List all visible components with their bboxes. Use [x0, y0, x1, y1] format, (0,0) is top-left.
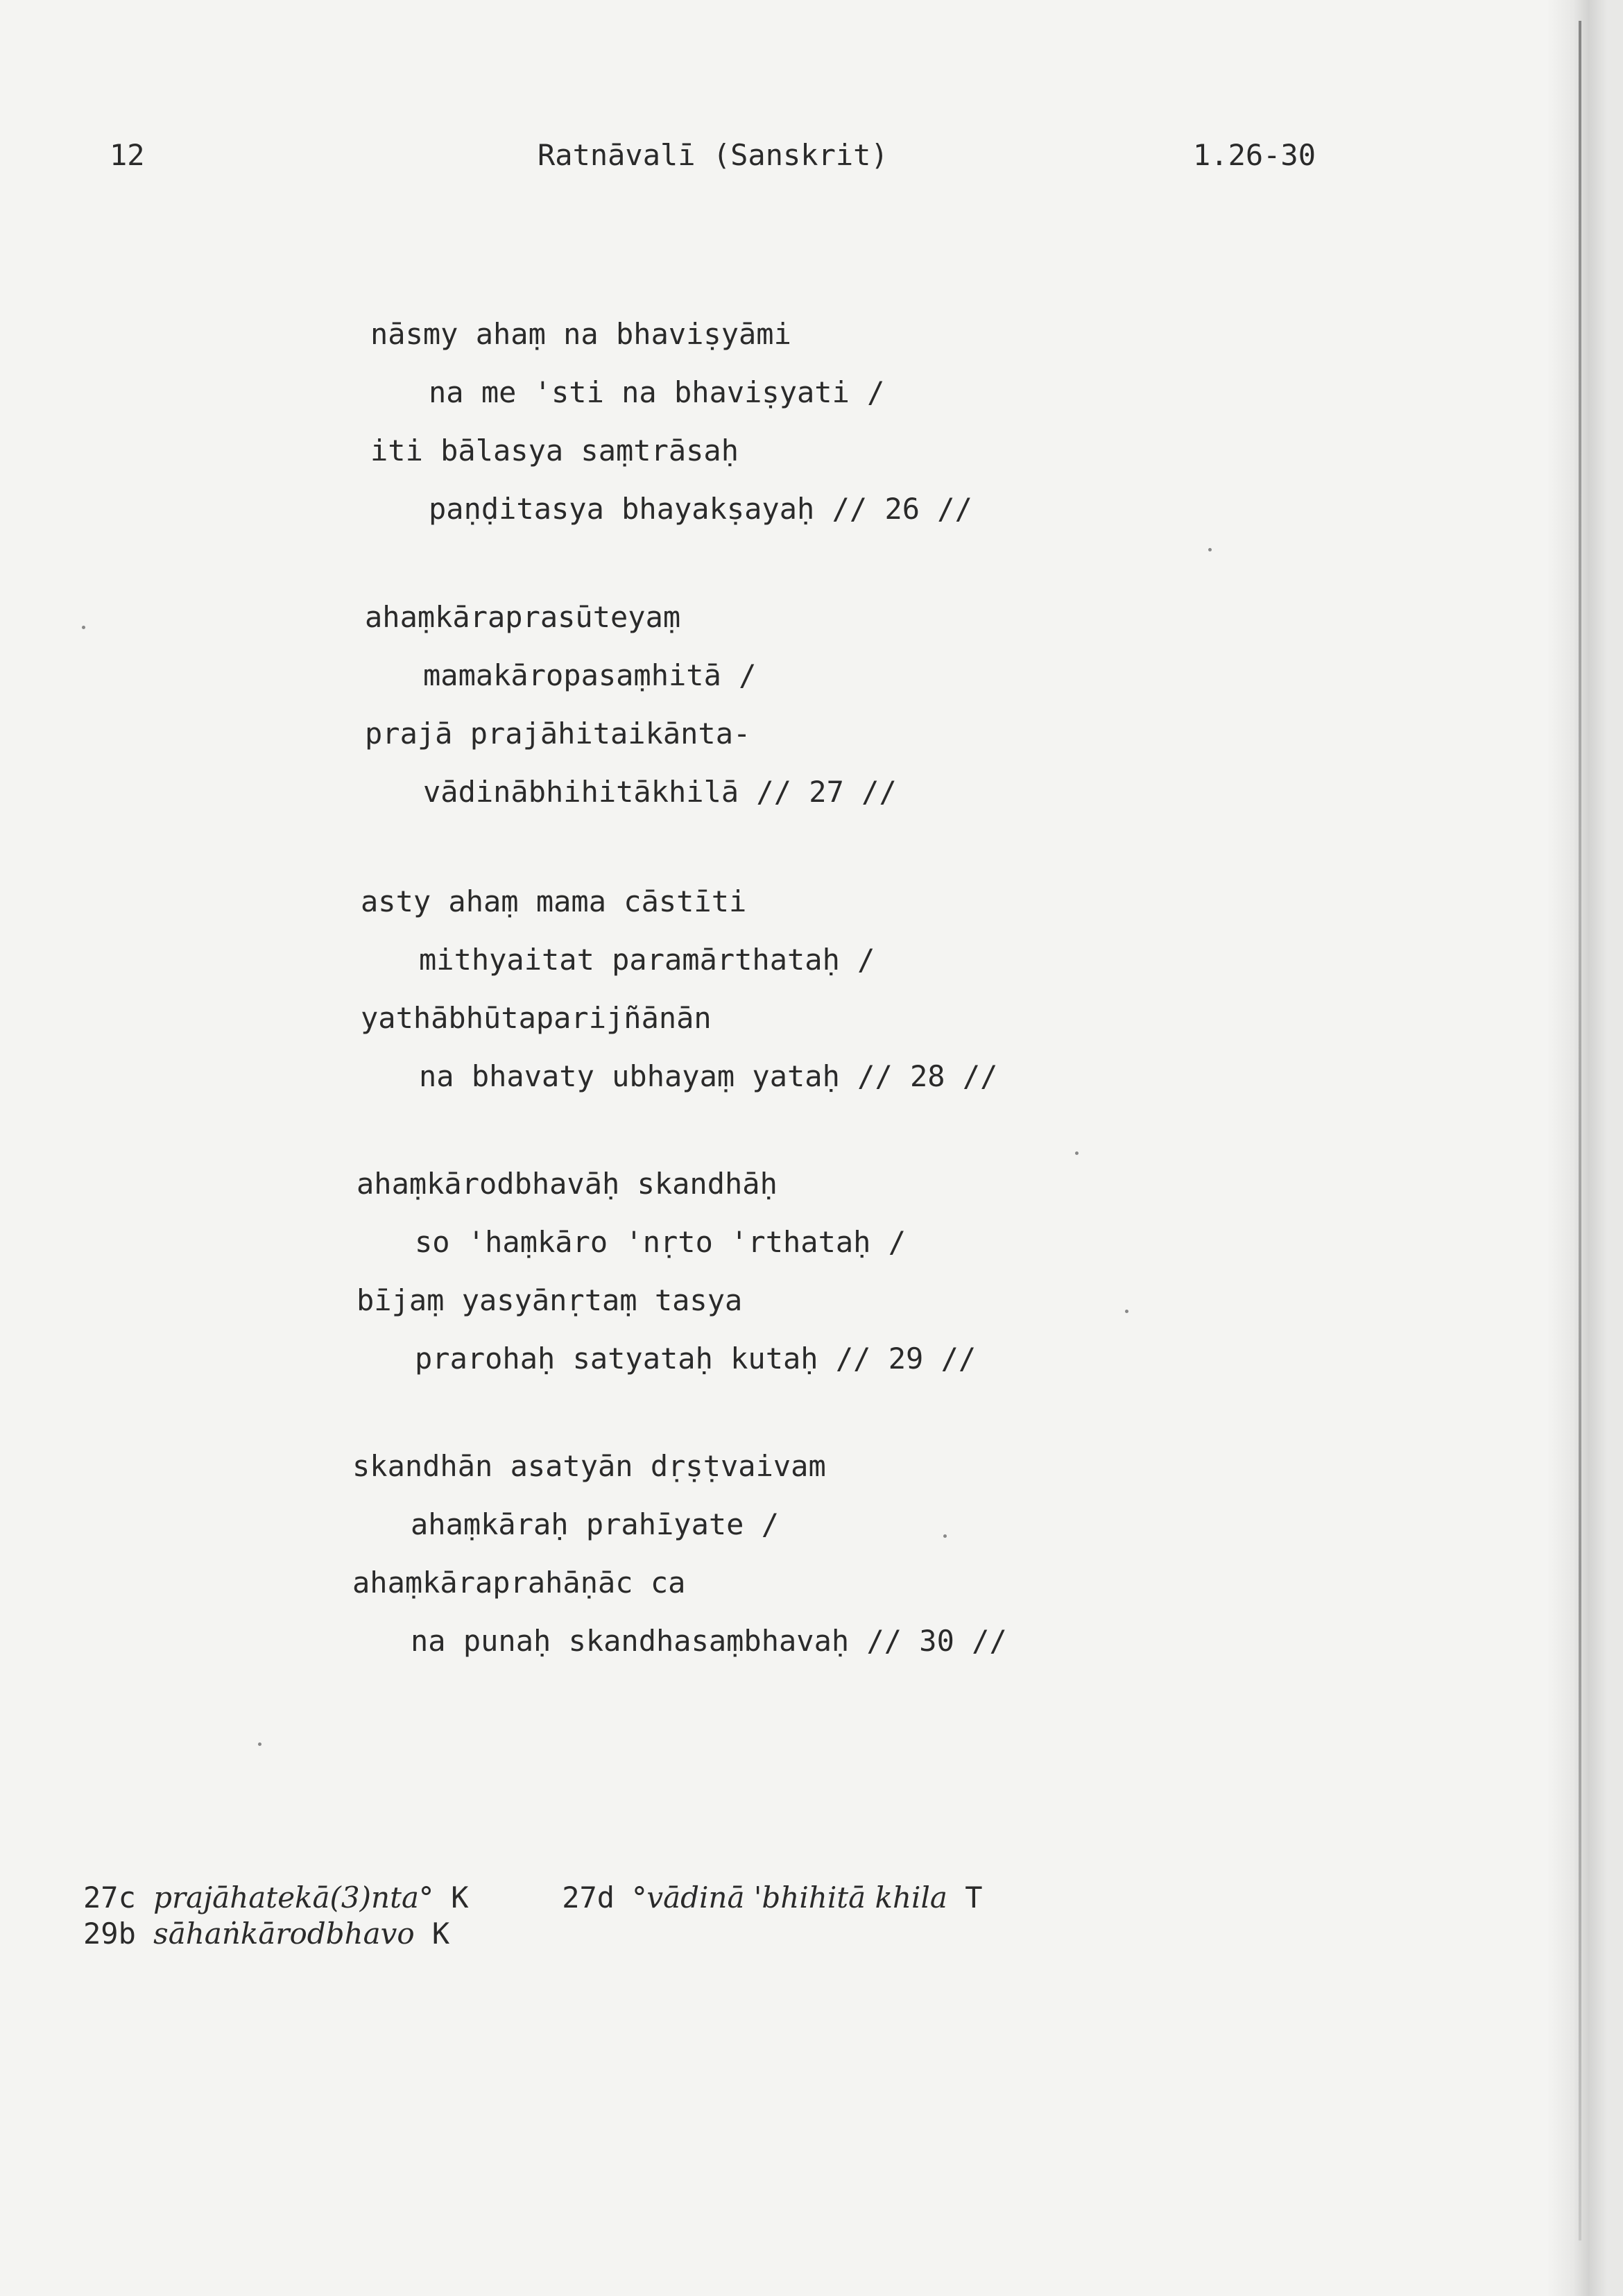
verse-line-c: ahaṃkāraprahāṇāc ca: [352, 1566, 686, 1600]
running-title: Ratnāvalī (Sanskrit): [538, 138, 888, 172]
footnote-line: [83, 1916, 449, 1952]
verse-line-d: na punaḥ skandhasaṃbhavaḥ // 30 //: [411, 1624, 1007, 1658]
verse-line-c: iti bālasya saṃtrāsaḥ: [370, 434, 739, 468]
footnote-reading: sāhaṅkārodbhavo: [153, 1917, 415, 1951]
verse-29: [357, 1155, 976, 1388]
scan-speck: [1208, 548, 1212, 551]
verse-line-a: ahaṃkāraprasūteyaṃ: [365, 600, 681, 634]
page-edge-line: [1579, 21, 1581, 2241]
verse-30: [352, 1437, 1007, 1670]
verse-27: [365, 588, 897, 821]
footnote-siglum: K: [431, 1917, 450, 1951]
footnote-reading: prajāhatekā(3)nta°: [153, 1881, 433, 1914]
page-edge-shadow: [1547, 0, 1623, 2296]
verse-line-d: prarohaḥ satyataḥ kutaḥ // 29 //: [415, 1342, 977, 1376]
scan-speck: [1075, 1151, 1079, 1155]
footnote-reading: °vādinā 'bhihitā khila: [632, 1881, 947, 1914]
footnote-siglum: T: [965, 1881, 983, 1914]
verse-28: [361, 873, 997, 1106]
verse-line-d: paṇḍitasya bhayakṣayaḥ // 26 //: [429, 492, 972, 526]
footnote-ref: 29b: [83, 1917, 136, 1951]
verse-line-d: vādinābhihitākhilā // 27 //: [423, 775, 897, 809]
verse-line-a: skandhān asatyān dṛṣṭvaivam: [352, 1449, 826, 1483]
footnote-ref: 27c: [83, 1881, 136, 1914]
verse-line-b: mamakāropasaṃhitā /: [423, 658, 757, 692]
verse-line-c: bījaṃ yasyānṛtaṃ tasya: [357, 1283, 743, 1317]
verse-line-a: ahaṃkārodbhavāḥ skandhāḥ: [357, 1167, 778, 1201]
verse-line-a: nāsmy ahaṃ na bhaviṣyāmi: [370, 317, 791, 351]
verse-range: 1.26-30: [1193, 138, 1316, 172]
verse-line-d: na bhavaty ubhayaṃ yataḥ // 28 //: [419, 1059, 998, 1093]
footnote-line: [83, 1880, 983, 1916]
verse-line-b: na me 'sti na bhaviṣyati /: [429, 375, 885, 409]
verse-line-a: asty ahaṃ mama cāstīti: [361, 884, 747, 918]
scan-speck: [258, 1742, 261, 1746]
verse-line-b: mithyaitat paramārthataḥ /: [419, 943, 875, 977]
footnote-siglum: K: [451, 1881, 469, 1914]
verse-line-c: yathābhūtaparijñānān: [361, 1001, 712, 1035]
verse-line-b: ahaṃkāraḥ prahīyate /: [411, 1507, 780, 1541]
footnote-ref: 27d: [562, 1881, 615, 1914]
verse-line-c: prajā prajāhitaikānta-: [365, 717, 751, 751]
verse-26: [370, 305, 972, 538]
verse-line-b: so 'haṃkāro 'nṛto 'rthataḥ /: [415, 1225, 907, 1259]
scan-speck: [82, 626, 85, 629]
scan-speck: [1125, 1310, 1128, 1313]
page-number: 12: [110, 138, 145, 172]
scan-speck: [943, 1534, 947, 1538]
